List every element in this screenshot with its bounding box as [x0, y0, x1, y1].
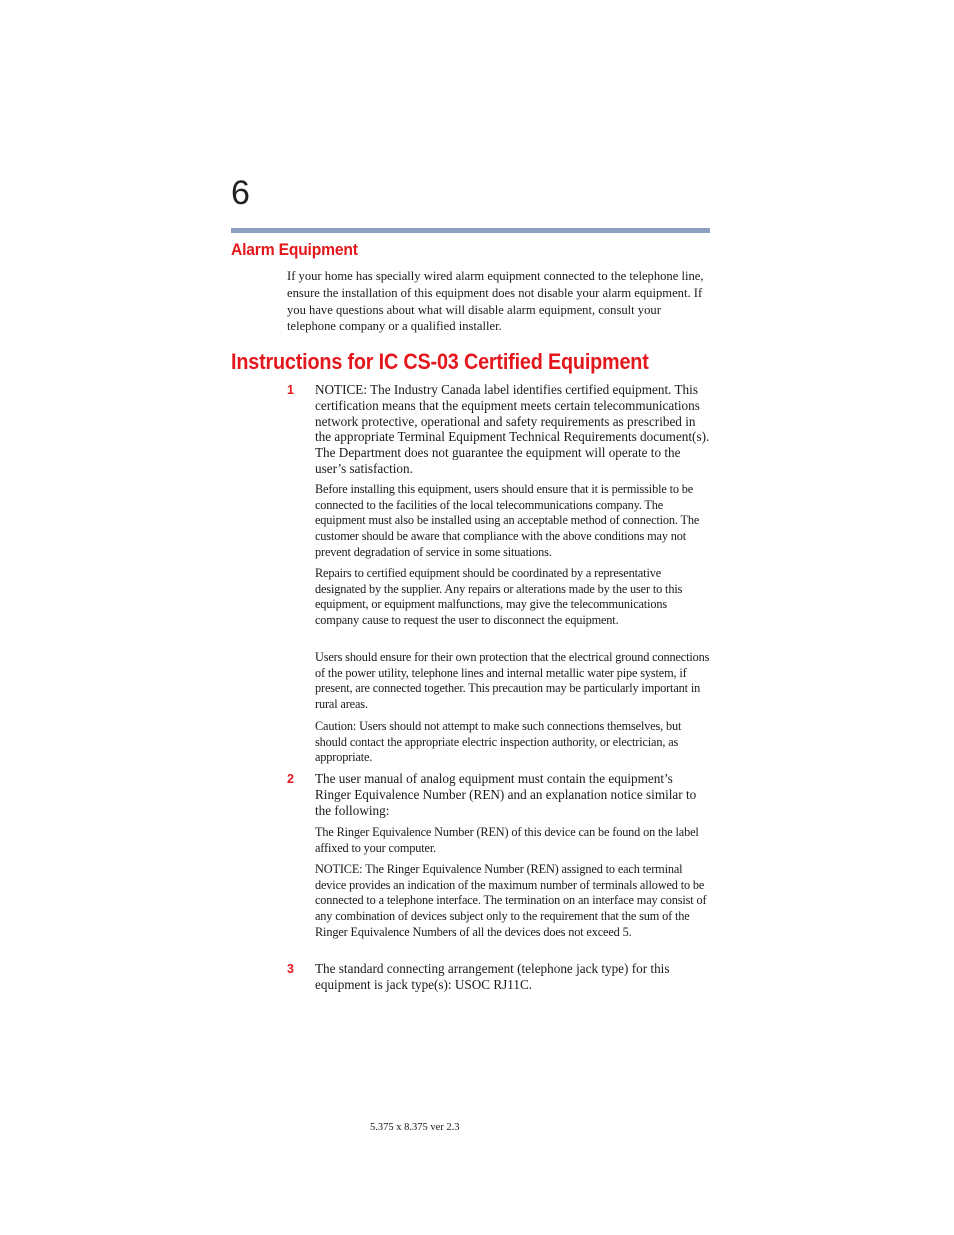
alarm-equipment-body: If your home has specially wired alarm equipment connected to the telephone line, ensure the installation of this equipment does not disable your alarm equipment. If you have questions about what will disable alarm equipment, consult your telephone company or a qualified installer.: [287, 269, 704, 334]
page-footer: 5.375 x 8.375 ver 2.3: [370, 1122, 460, 1133]
ic-cs03-heading: Instructions for IC CS-03 Certified Equipment: [231, 349, 649, 374]
item-number-2: 2: [287, 772, 294, 786]
item-1-paragraph-3: Users should ensure for their own protection that the electrical ground connections of the power utility, telephone lines and internal metallic water pipe system, if present, are connected together. This precaution may be particularly important in rural areas.: [315, 650, 710, 712]
item-number-3: 3: [287, 962, 294, 976]
header-rule: [231, 228, 710, 233]
item-2-paragraph-2: NOTICE: The Ringer Equivalence Number (REN) assigned to each terminal device provides an indication of the maximum number of terminals allowed to be connected to a telephone interface. The termination on an interface may consist of any combination of devices subject only to the requirement that the sum of the Ringer Equivalence Numbers of all the devices does not exceed 5.: [315, 862, 707, 939]
alarm-equipment-heading: Alarm Equipment: [231, 240, 358, 259]
page-number: 6: [231, 174, 250, 212]
item-number-1: 1: [287, 383, 294, 397]
item-1-text: NOTICE: The Industry Canada label identifies certified equipment. This certification means that the equipment meets certain telecommunications network protective, operational and safety requirements as prescribed in the appropriate Terminal Equipment Technical Requirements document(s). The Department does not guarantee the equipment will operate to the user’s satisfaction.: [315, 382, 710, 476]
item-1-paragraph-4: Caution: Users should not attempt to make such connections themselves, but should contact the appropriate electric inspection authority, or electrician, as appropriate.: [315, 719, 682, 765]
item-1-paragraph-1: Before installing this equipment, users should ensure that it is permissible to be connected to the facilities of the local telecommunications company. The equipment must also be installed using an acceptable method of connection. The customer should be aware that compliance with the above conditions may not prevent degradation of service in some situations.: [315, 482, 700, 559]
item-2-text: The user manual of analog equipment must contain the equipment’s Ringer Equivalence Number (REN) and an explanation notice similar to the following:: [315, 771, 697, 818]
item-3-text: The standard connecting arrangement (telephone jack type) for this equipment is jack type(s): USOC RJ11C.: [315, 961, 670, 992]
item-1-paragraph-2: Repairs to certified equipment should be coordinated by a representative designated by the supplier. Any repairs or alterations made by the user to this equipment, or equipment malfunctions, may give the telecommunications company cause to request the user to disconnect the equipment.: [315, 566, 683, 628]
item-2-paragraph-1: The Ringer Equivalence Number (REN) of this device can be found on the label affixed to your computer.: [315, 825, 699, 855]
